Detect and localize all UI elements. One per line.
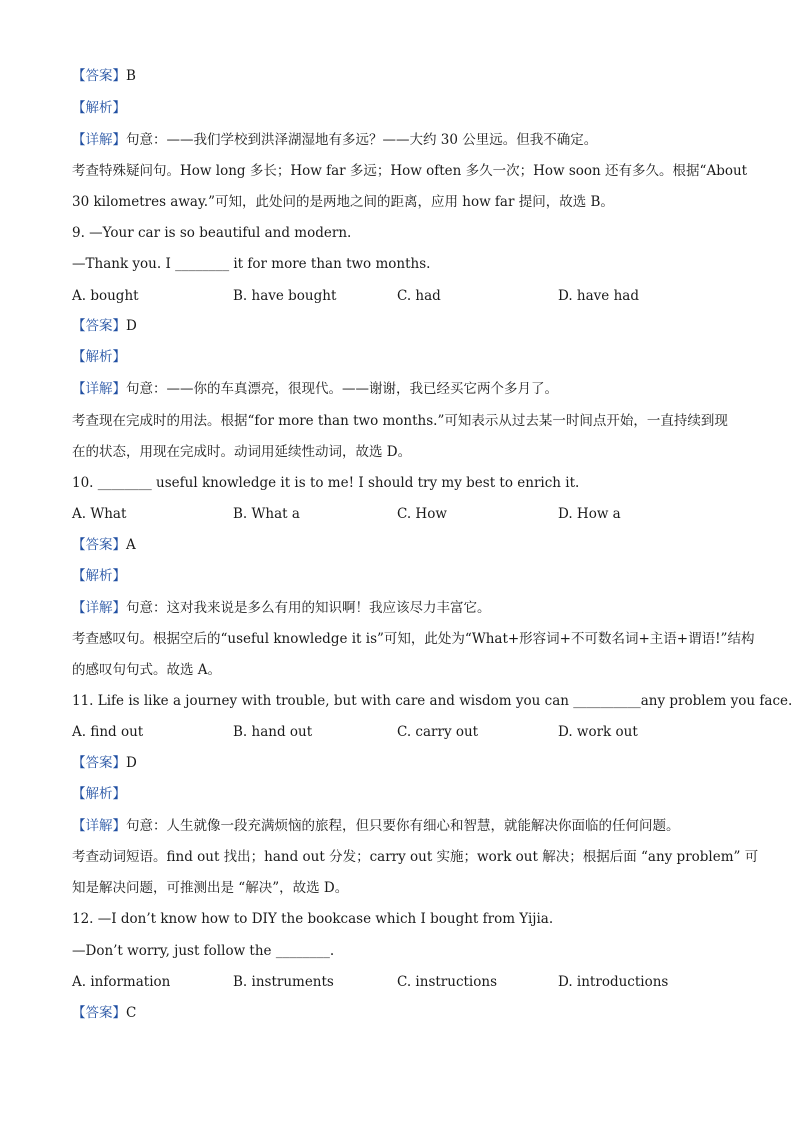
q11-explain-1: 考查动词短语。find out 找出；hand out 分发；carry out 实施；work out 解决；根据后面 “any problem” 可 [72, 849, 759, 865]
q12-answer [72, 1003, 732, 1023]
q11-stem-1: 11. Life is like a journey with trouble, but with care and wisdom you can __________any problem you face. [72, 693, 793, 709]
q8-detail [72, 130, 732, 150]
answer-label: 【答案】 [72, 68, 126, 84]
answer-label: 【答案】 [72, 537, 126, 553]
q11-explain-2: 知是解决问题，可推测出是 “解决”，故选 D。 [72, 880, 349, 896]
answer-value: B [126, 68, 136, 84]
q9-analysis [72, 347, 732, 367]
q10-answer [72, 535, 732, 555]
q12-option-d: D. introductions [558, 974, 669, 990]
q12-option-b: B. instruments [233, 974, 334, 990]
q11-option-c: C. carry out [397, 724, 479, 740]
detail-label: 【详解】 [72, 381, 126, 397]
q10-explain-2: 的感叹句句式。故选 A。 [72, 662, 222, 678]
detail-label: 【详解】 [72, 132, 126, 148]
q9-stem-1: 9. —Your car is so beautiful and modern. [72, 225, 352, 241]
q8-explain-2: 30 kilometres away.”可知，此处问的是两地之间的距离，应用 how far 提问，故选 B。 [72, 194, 614, 210]
q10-option-d: D. How a [558, 506, 621, 522]
q11-analysis [72, 784, 732, 804]
q10-analysis [72, 566, 732, 586]
detail-text: 句意：——我们学校到洪泽湖湿地有多远？——大约 30 公里远。但我不确定。 [126, 132, 598, 148]
q8-answer [72, 66, 732, 86]
q9-stem-2: —Thank you. I ________ it for more than two months. [72, 256, 431, 272]
q9-option-a: A. bought [72, 288, 139, 304]
analysis-label: 【解析】 [72, 568, 126, 584]
q11-answer [72, 753, 732, 773]
answer-label: 【答案】 [72, 755, 126, 771]
q9-explain-2: 在的状态，用现在完成时。动词用延续性动词，故选 D。 [72, 444, 412, 460]
q12-option-c: C. instructions [397, 974, 497, 990]
answer-value: C [126, 1005, 137, 1021]
detail-label: 【详解】 [72, 600, 126, 616]
q10-option-c: C. How [397, 506, 447, 522]
q8-analysis [72, 98, 732, 118]
q10-stem-1: 10. ________ useful knowledge it is to me! I should try my best to enrich it. [72, 475, 580, 491]
q9-answer [72, 316, 732, 336]
answer-label: 【答案】 [72, 1005, 126, 1021]
q12-stem-1: 12. —I don’t know how to DIY the bookcase which I bought from Yijia. [72, 911, 554, 927]
q9-explain-1: 考查现在完成时的用法。根据“for more than two months.”可知表示从过去某一时间点开始，一直持续到现 [72, 413, 728, 429]
q12-option-a: A. information [72, 974, 171, 990]
q9-option-c: C. had [397, 288, 441, 304]
analysis-label: 【解析】 [72, 100, 126, 116]
q11-detail [72, 816, 732, 836]
q11-option-d: D. work out [558, 724, 638, 740]
q12-stem-2: —Don’t worry, just follow the ________. [72, 943, 335, 959]
q9-option-b: B. have bought [233, 288, 337, 304]
detail-label: 【详解】 [72, 818, 126, 834]
q11-option-b: B. hand out [233, 724, 313, 740]
analysis-label: 【解析】 [72, 349, 126, 365]
detail-text: 句意：——你的车真漂亮，很现代。——谢谢，我已经买它两个多月了。 [126, 381, 558, 397]
detail-text: 句意：人生就像一段充满烦恼的旅程，但只要你有细心和智慧，就能解决你面临的任何问题。 [126, 818, 680, 834]
answer-value: A [126, 537, 136, 553]
q10-explain-1: 考查感叹句。根据空后的“useful knowledge it is”可知，此处为“What+形容词+不可数名词+主语+谓语!”结构 [72, 631, 755, 647]
q9-detail [72, 379, 732, 399]
answer-label: 【答案】 [72, 318, 126, 334]
detail-text: 句意：这对我来说是多么有用的知识啊！我应该尽力丰富它。 [126, 600, 491, 616]
q9-option-d: D. have had [558, 288, 639, 304]
analysis-label: 【解析】 [72, 786, 126, 802]
q11-option-a: A. find out [72, 724, 144, 740]
q8-explain-1: 考查特殊疑问句。How long 多长；How far 多远；How often 多久一次；How soon 还有多久。根据“About [72, 163, 748, 179]
answer-value: D [126, 318, 137, 334]
answer-value: D [126, 755, 137, 771]
q10-option-a: A. What [72, 506, 127, 522]
q10-detail [72, 598, 732, 618]
q10-option-b: B. What a [233, 506, 300, 522]
